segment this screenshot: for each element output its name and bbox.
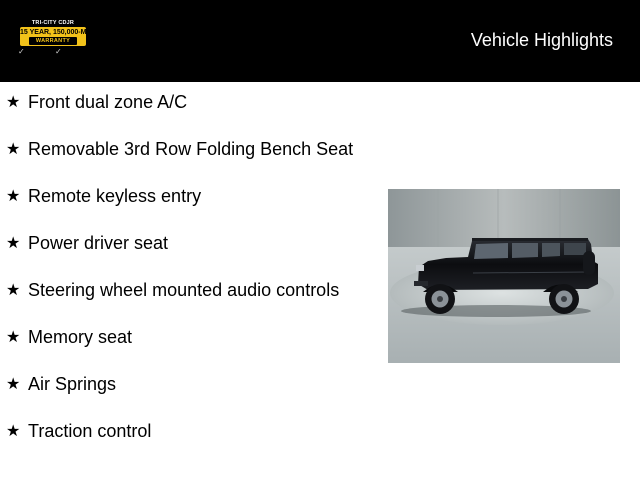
page-title: Vehicle Highlights [470, 30, 613, 50]
feature-item [6, 280, 366, 301]
badge-bottom-bar [29, 37, 77, 45]
feature-label: Memory seat [28, 327, 133, 347]
feature-label: Removable 3rd Row Folding Bench Seat [28, 139, 354, 159]
badge-plate [20, 27, 98, 46]
feature-label: Power driver seat [28, 233, 169, 253]
feature-item [6, 186, 366, 207]
star-icon: ★ [6, 94, 21, 111]
check-icon: ✓ [55, 47, 62, 56]
feature-label: Steering wheel mounted audio controls [28, 280, 340, 300]
feature-label: Air Springs [28, 374, 117, 394]
feature-list [6, 92, 366, 468]
vehicle-photo [388, 189, 620, 363]
feature-item [6, 421, 366, 442]
front-wheel [425, 284, 455, 314]
feature-label: Remote keyless entry [28, 186, 202, 206]
feature-item [6, 233, 366, 254]
feature-item [6, 139, 366, 160]
badge-check-marks [18, 47, 88, 57]
rear-wheel [549, 284, 579, 314]
feature-item [6, 374, 366, 395]
check-icon: ✓ [18, 47, 25, 56]
star-icon: ★ [6, 423, 21, 440]
star-icon: ★ [6, 235, 21, 252]
feature-label: Front dual zone A/C [28, 92, 188, 112]
star-icon: ★ [6, 188, 21, 205]
star-icon: ★ [6, 329, 21, 346]
star-icon: ★ [6, 376, 21, 393]
badge-warranty-term: 15 YEAR, 150,000-MILE [20, 29, 98, 36]
header-bar [0, 0, 640, 82]
star-icon: ★ [6, 141, 21, 158]
feature-item [6, 327, 366, 348]
star-icon: ★ [6, 282, 21, 299]
badge-dealer-name: TRI-CITY CDJR [31, 20, 75, 26]
feature-item [6, 92, 366, 113]
feature-label: Traction control [28, 421, 152, 441]
badge-warranty-label: WARRANTY [35, 38, 71, 44]
